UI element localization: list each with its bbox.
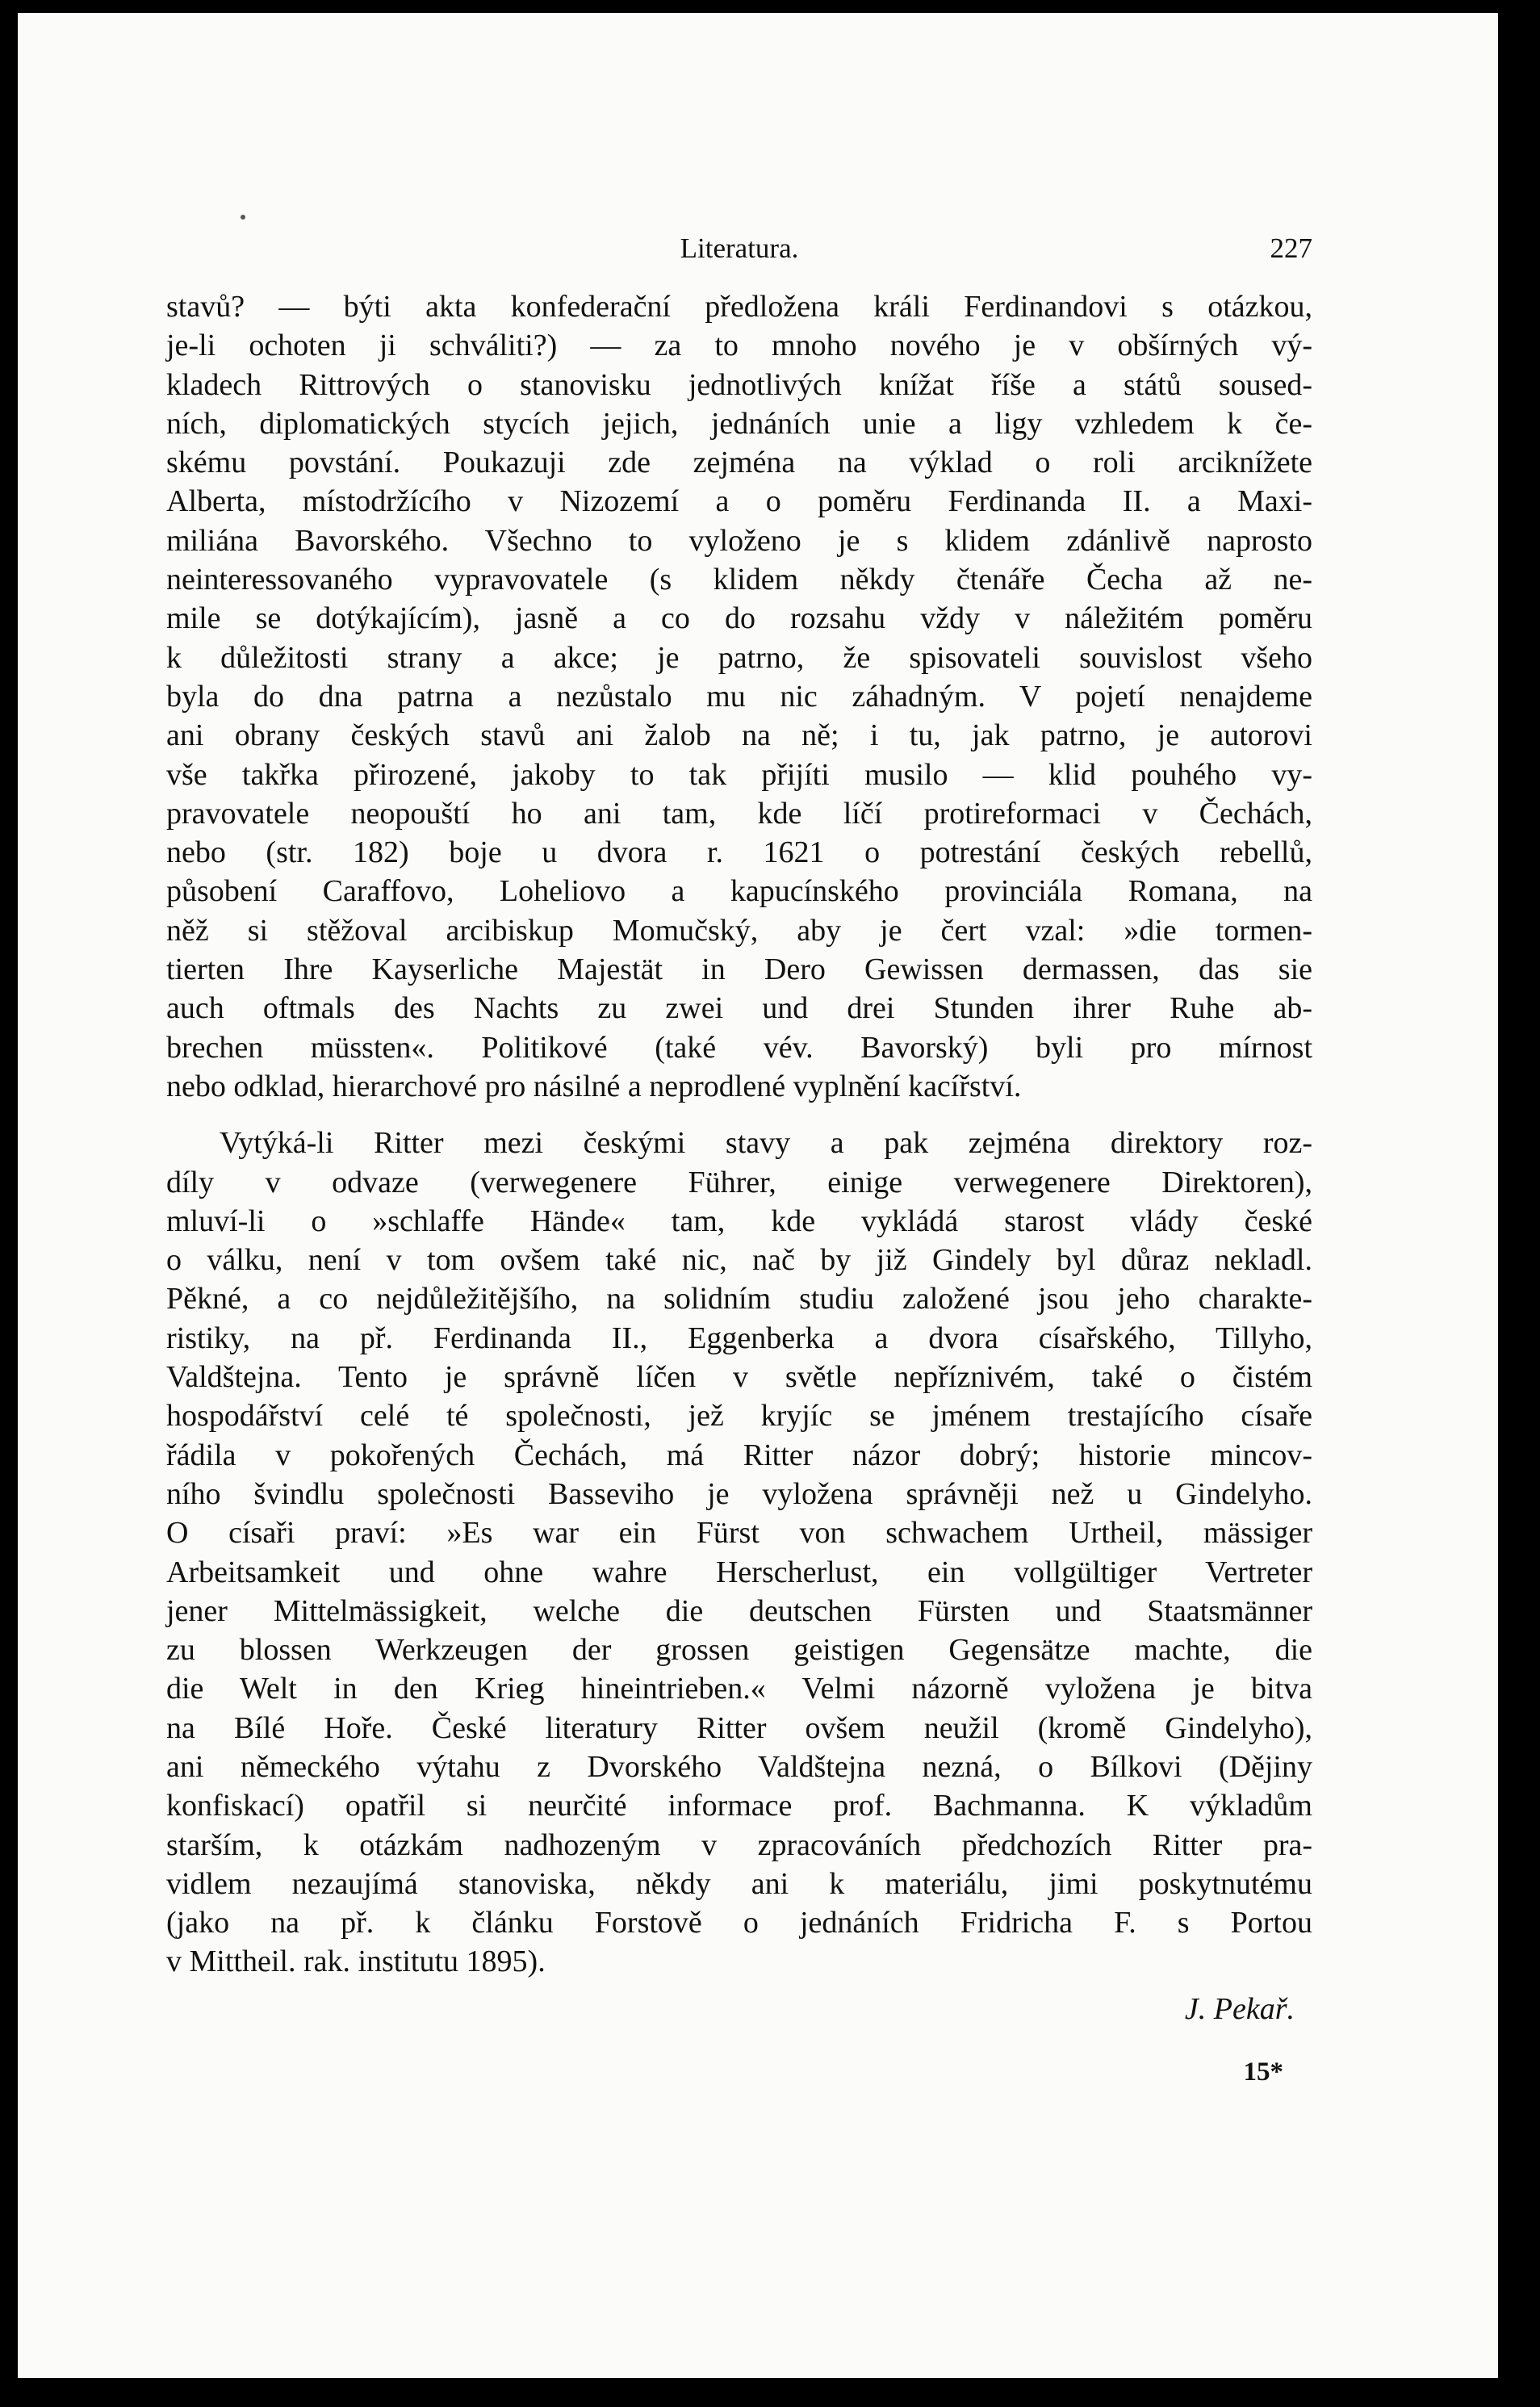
text-line: řádila v pokořených Čechách, má Ritter názor dobrý; historie mincov- bbox=[166, 1438, 1312, 1472]
text-line: Pěkné, a co nejdůležitějšího, na solidním studiu založené jsou jeho charakte- bbox=[166, 1282, 1312, 1317]
text-line: vidlem nezaujímá stanoviska, někdy ani k materiálu, jimi poskytnutému bbox=[166, 1866, 1312, 1901]
author-signature: J. Pekař. bbox=[1184, 1991, 1295, 2026]
text-line: brechen müssten«. Politikové (také vév. Bavorský) byli pro mírnost bbox=[166, 1030, 1312, 1065]
text-line: působení Caraffovo, Loheliovo a kapucínského provinciála Romana, na bbox=[166, 874, 1312, 909]
text-line: konfiskací) opatřil si neurčité informace prof. Bachmanna. K výkladům bbox=[166, 1789, 1312, 1823]
text-line: ristiky, na př. Ferdinanda II., Eggenberka a dvora císařského, Tillyho, bbox=[166, 1321, 1312, 1355]
ink-speck bbox=[241, 215, 245, 220]
text-line: tierten Ihre Kayserliche Majestät in Dero Gewissen dermassen, das sie bbox=[166, 952, 1312, 987]
text-line: vše takřka přirozené, jakoby to tak přijíti musilo — klid pouhého vy- bbox=[166, 757, 1312, 792]
page-header bbox=[166, 224, 1312, 287]
text-line: auch oftmals des Nachts zu zwei und drei Stunden ihrer Ruhe ab- bbox=[166, 991, 1312, 1026]
body-text bbox=[166, 287, 1312, 1982]
text-line: v Mittheil. rak. institutu 1895). bbox=[166, 1944, 546, 1979]
text-line: pravovatele neopouští ho ani tam, kde líčí protireformaci v Čechách, bbox=[166, 796, 1312, 831]
text-line: O císaři praví: »Es war ein Fürst von schwachem Urtheil, mässiger bbox=[166, 1516, 1312, 1551]
text-line: neinteressovaného vypravovatele (s klidem někdy čtenáře Čecha až ne- bbox=[166, 563, 1312, 597]
text-line: něž si stěžoval arcibiskup Momučský, aby je čert vzal: »die tormen- bbox=[166, 913, 1312, 948]
text-line: kladech Rittrových o stanovisku jednotlivých knížat říše a států soused- bbox=[166, 367, 1312, 402]
text-line: stavů? — býti akta konfederační předložena králi Ferdinandovi s otázkou, bbox=[166, 290, 1312, 324]
text-line: mile se dotýkajícím), jasně a co do rozsahu vždy v náležitém poměru bbox=[166, 601, 1312, 636]
text-line: Valdštejna. Tento je správně líčen v světle nepříznivém, také o čistém bbox=[166, 1360, 1312, 1395]
text-line: ani obrany českých stavů ani žalob na ně; i tu, jak patrno, je autorovi bbox=[166, 718, 1312, 753]
signature-mark: 15* bbox=[1243, 2057, 1283, 2087]
text-line: die Welt in den Krieg hineintrieben.« Velmi názorně vyložena je bitva bbox=[166, 1672, 1312, 1706]
text-line: mluví-li o »schlaffe Hände« tam, kde vykládá starost vlády české bbox=[166, 1204, 1312, 1238]
text-line: k důležitosti strany a akce; je patrno, že spisovateli souvislost všeho bbox=[166, 640, 1312, 675]
text-line: miliána Bavorského. Všechno to vyloženo je s klidem zdánlivě naprosto bbox=[166, 523, 1312, 558]
text-line: Alberta, místodržícího v Nizozemí a o poměru Ferdinanda II. a Maxi- bbox=[166, 484, 1312, 519]
text-line: nebo odklad, hierarchové pro násilné a neprodlené vyplnění kacířství. bbox=[166, 1069, 1022, 1103]
text-line: ního švindlu společnosti Basseviho je vyložena správněji než u Gindelyho. bbox=[166, 1476, 1312, 1511]
text-line: ních, diplomatických stycích jejich, jednáních unie a ligy vzhledem k če- bbox=[166, 406, 1312, 441]
running-title: Literatura. bbox=[680, 232, 799, 264]
text-line: zu blossen Werkzeugen der grossen geistigen Gegensätze machte, die bbox=[166, 1633, 1312, 1668]
text-line: jener Mittelmässigkeit, welche die deutschen Fürsten und Staatsmänner bbox=[166, 1593, 1312, 1628]
text-line: skému povstání. Poukazuji zde zejména na výklad o roli arciknížete bbox=[166, 446, 1312, 480]
text-line: je-li ochoten ji schváliti?) — za to mnoho nového je v obšírných vý- bbox=[166, 329, 1312, 363]
text-line: ani německého výtahu z Dvorského Valdštejna nezná, o Bílkovi (Dějiny bbox=[166, 1749, 1312, 1784]
text-line: o válku, není v tom ovšem také nic, nač by již Gindely byl důraz nekladl. bbox=[166, 1243, 1312, 1278]
text-block bbox=[166, 224, 1312, 2087]
paragraph bbox=[166, 1124, 1312, 1982]
text-line: nebo (str. 182) boje u dvora r. 1621 o potrestání českých rebellů, bbox=[166, 835, 1312, 870]
text-line: byla do dna patrna a nezůstalo mu nic záhadným. V pojetí nenajdeme bbox=[166, 679, 1312, 714]
book-page bbox=[18, 13, 1498, 2378]
text-line: hospodářství celé té společnosti, jež kryjíc se jménem trestajícího císaře bbox=[166, 1399, 1312, 1434]
text-line: Arbeitsamkeit und ohne wahre Herscherlust, ein vollgültiger Vertreter bbox=[166, 1555, 1312, 1589]
paragraph bbox=[166, 287, 1312, 1106]
text-line: na Bílé Hoře. České literatury Ritter ovšem neužil (kromě Gindelyho), bbox=[166, 1710, 1312, 1745]
text-line: starším, k otázkám nadhozeným v zpracováních předchozích Ritter pra- bbox=[166, 1827, 1312, 1862]
page-number: 227 bbox=[1270, 232, 1312, 264]
text-line: (jako na př. k článku Forstově o jednáních Fridricha F. s Portou bbox=[166, 1906, 1312, 1940]
text-line: Vytýká-li Ritter mezi českými stavy a pak zejména direktory roz- bbox=[220, 1126, 1312, 1161]
text-line: díly v odvaze (verwegenere Führer, einige verwegenere Direktoren), bbox=[166, 1165, 1312, 1199]
